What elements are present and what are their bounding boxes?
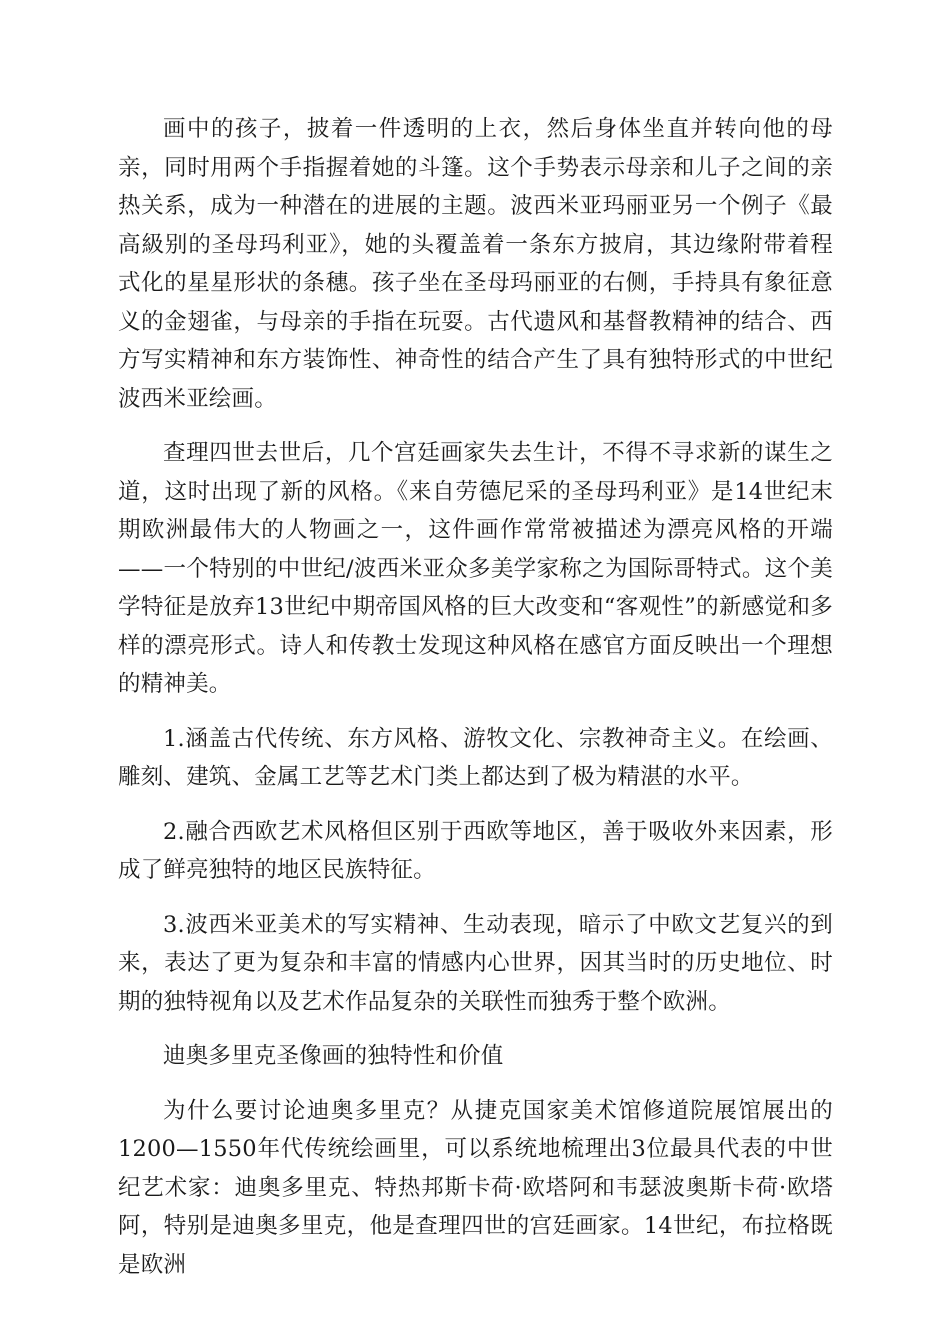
document-page bbox=[118, 110, 833, 1300]
paragraph-theodoric: 为什么要讨论迪奥多里克？从捷克国家美术馆修道院展馆展出的1200—1550年代传统绘画里，可以系统地梳理出3位最具代表的中世纪艺术家：迪奥多里克、特热邦斯卡荷·欧塔阿和韦瑟波奥斯卡荷·欧塔阿，特别是迪奥多里克，他是查理四世的宫廷画家。14世纪，布拉格既是欧洲 bbox=[118, 1097, 833, 1278]
list-item-1: 1.涵盖古代传统、东方风格、游牧文化、宗教神奇主义。在绘画、雕刻、建筑、金属工艺等艺术门类上都达到了极为精湛的水平。 bbox=[118, 725, 833, 790]
paragraph-new-style: 查理四世去世后，几个宫廷画家失去生计，不得不寻求新的谋生之道，这时出现了新的风格。《来自劳德尼采的圣母玛利亚》是14世纪末期欧洲最伟大的人物画之一，这件画作常常被描述为漂亮风格的开端——一个特别的中世纪/波西米亚众多美学家称之为国际哥特式。这个美学特征是放弃13世纪中期帝国风格的巨大改变和“客观性”的新感觉和多样的漂亮形式。诗人和传教士发现这种风格在感官方面反映出一个理想的精神美。 bbox=[118, 440, 833, 697]
list-item-2: 2.融合西欧艺术风格但区别于西欧等地区，善于吸收外来因素，形成了鲜亮独特的地区民族特征。 bbox=[118, 818, 833, 883]
section-heading: 迪奥多里克圣像画的独特性和价值 bbox=[163, 1043, 504, 1069]
list-item-3: 3.波西米亚美术的写实精神、生动表现，暗示了中欧文艺复兴的到来，表达了更为复杂和丰富的情感内心世界，因其当时的历史地位、时期的独特视角以及艺术作品复杂的关联性而独秀于整个欧洲。 bbox=[118, 911, 833, 1015]
paragraph-madonna-child: 画中的孩子，披着一件透明的上衣，然后身体坐直并转向他的母亲，同时用两个手指握着她的斗篷。这个手势表示母亲和儿子之间的亲热关系，成为一种潜在的进展的主题。波西米亚玛丽亚另一个例子《最高級别的圣母玛利亚》，她的头覆盖着一条东方披肩，其边缘附带着程式化的星星形状的条穗。孩子坐在圣母玛丽亚的右侧，手持具有象征意义的金翅雀，与母亲的手指在玩耍。古代遗风和基督教精神的结合、西方写实精神和东方装饰性、神奇性的结合产生了具有独特形式的中世纪波西米亚绘画。 bbox=[118, 116, 833, 412]
